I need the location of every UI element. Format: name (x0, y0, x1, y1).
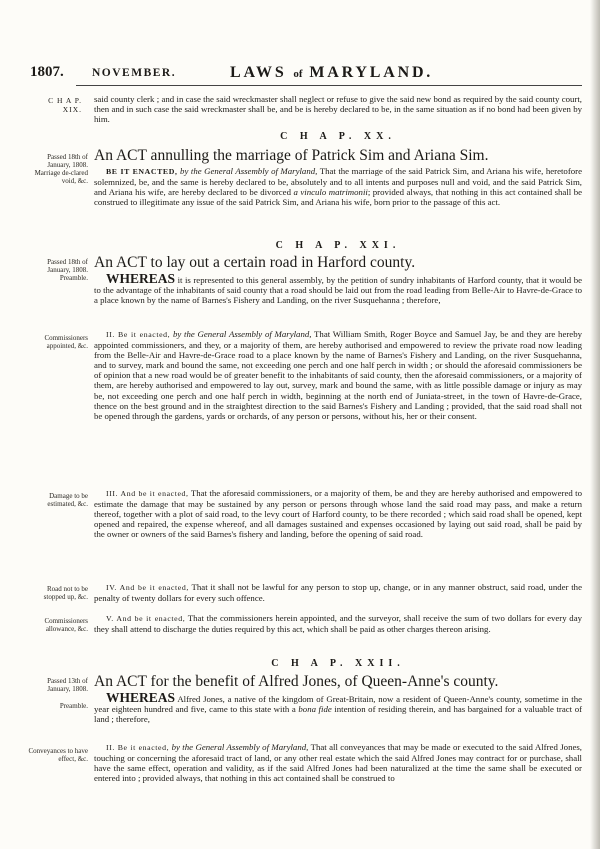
chap-xxii-bona-fide: bona fide (298, 704, 332, 715)
chap-xx-heading: C H A P. XX. (280, 131, 396, 142)
chap-xx-margin-note: Passed 18th of January, 1808. Marriage de-clared void, &c. (34, 153, 88, 185)
chap-xxii-section-note: Conveyances to have effect, &c. (28, 747, 88, 763)
section-paragraph (94, 329, 582, 421)
chap-xxii-section-paragraph (94, 742, 582, 783)
page-header (30, 64, 570, 86)
chap-xix-number: XIX. (62, 105, 82, 114)
chap-xx-paragraph (94, 166, 582, 207)
chap-xxii-preamble-text: Alfred Jones, a native of the kingdom of Great-Britain, now a resident of Queen-Anne's county, sometime in the year eighteen hundred and five, came to this state with a (94, 694, 582, 715)
section-text: That the commissioners herein appointed, and the surveyor, shall receive the sum of two dollars for every day they shall attend to discharge the duties required by this act, which shall be paid as other charges thereon arising. (94, 613, 582, 635)
chap-xix-text (94, 94, 582, 124)
chap-xx-latin: a vinculo matrimonii (293, 187, 368, 198)
section-text: That William Smith, Roger Boyce and Samuel Jay, be and they are hereby appointed commissioners, and they, or a majority of them, are hereby authorised and empowered to review the private road now leading from the Belle-Air and Havre-de-Grace road to a place known by the name of Barnes's Fishery and Landing, on the river Susquehanna, and to survey, mark and bound the same, not exceeding one perch and one half perch in width ; or should the aforesaid commissioners be of opinion that a new road would be of greater benefit to the inhabitants of said county, then the aforesaid commissioners, or a majority of them, are hereby authorised and empowered to lay out, survey, mark and bound the same, with as little possible damage or injury as may be, not exceeding one perch and one half perch in width, beginning at the north end of Juniata-street, in the town of Havre-de-Grace, thence on the best ground and in the straightest direction to the said Barnes's Fishery and Landing ; provided, that the said road shall not be opened through the gardens, yards or orchards, of any person or persons, without his, her or their consent. (94, 329, 582, 421)
section-note: Damage to be estimated, &c. (47, 492, 88, 508)
chap-xix-paragraph: said county clerk ; and in case the said wreckmaster shall neglect or refuse to give the said new bond as required by the said county court, then and in such case the said wreckmaster shall be, and be is hereby declared to be, in the same situation as if no bond had been given by him. (94, 94, 582, 125)
chap-xxi-section-5 (94, 613, 582, 634)
chap-xxi-preamble-paragraph (94, 271, 583, 306)
section-phrase: by the General Assembly of Maryland, (172, 329, 312, 339)
chap-xxi-preamble (94, 271, 583, 306)
section-lead: IV. And be it enacted, (106, 583, 189, 592)
chap-xxii-preamble-text2: intention of residing therein, and has bargained for a valuable tract of land ; therefore, (94, 704, 583, 725)
chap-xxii-preamble (94, 690, 583, 725)
chap-xxi-title: An ACT to lay out a certain road in Harford county. (94, 254, 416, 271)
chap-xx-title: An ACT annulling the marriage of Patrick Sim and Ariana Sim. (94, 147, 489, 164)
section-note: Commissioners appointed, &c. (44, 334, 88, 350)
chap-xxii-section-phrase: by the General Assembly of Maryland, (171, 742, 309, 752)
header-year: 1807. (30, 64, 64, 80)
chap-xxi-preamble-text: it is represented to this general assembly, by the petition of sundry inhabitants of Harford county, that it would be to the advantage of the inhabitants of said county that a road should be laid out from the road leading from Belle-Air to Havre-de-Grace to a place known by the name of Barnes's Fishery and Landing, on the river Susquehanna ; therefore, (94, 275, 583, 306)
section-note: Road not to be stopped up, &c. (43, 585, 88, 601)
section-paragraph (94, 488, 582, 539)
chap-xxi-section-4 (94, 582, 582, 603)
chap-xix-label (42, 96, 82, 114)
chap-xxi-section-3 (94, 488, 582, 539)
chap-xx-lead: BE IT ENACTED, (106, 167, 178, 176)
chap-xxii-title: An ACT for the benefit of Alfred Jones, of Queen-Anne's county. (94, 673, 499, 690)
header-laws: LAWS (230, 64, 287, 81)
section-text: That the aforesaid commissioners, or a majority of them, be and they are hereby authorised and empowered to estimate the damage that may be sustained by any person or persons through whose land the said road may pass, and make a return thereof, together with a plot of said road, to the levy court of Harford county, to be there recorded ; which said road shall be opened, kept opened and repaired, the expense whereof, and all damages sustained and expenses occasioned by laying out said road, shall be paid by the owner or owners of the said Barnes's fishery and landing, before the opening of said road. (94, 488, 583, 540)
chap-xxi-margin-note: Passed 18th of January, 1808. Preamble. (47, 258, 88, 282)
chap-xxii-preamble-lead: WHEREAS (106, 690, 176, 705)
section-text: That it shall not be lawful for any person to stop up, change, or in any manner obstruct, said road, under the penalty of twenty dollars for every such offence. (94, 582, 582, 604)
page-edge-shadow (590, 0, 600, 849)
header-of: of (293, 68, 303, 80)
section-lead: V. And be it enacted, (106, 614, 186, 623)
header-title (230, 64, 433, 82)
header-state: MARYLAND. (309, 64, 434, 81)
chap-xxii-section-text: That all conveyances that may be made or executed to the said Alfred Jones, touching or concerning the aforesaid tract of land, or any other real estate which the said Alfred Jones may contract for or purchase, shall have the same effect, operation and validity, as if the said Alfred Jones had been naturalized at the time the same shall be executed or entered into ; provided always, that nothing in this act contained shall be construed to (94, 742, 582, 784)
section-lead: III. And be it enacted, (106, 489, 189, 498)
chap-xix-label-text: C H A P. (48, 96, 82, 105)
header-rule (76, 85, 582, 86)
chap-xx-text: That the marriage of the said Patrick Sim, and Ariana his wife, heretofore solemnized, be, and the same is hereby declared to be, absolutely and to all intents and purposes null and void, and the said Patrick Sim, and Ariana his wife, are hereby declared to be divorced (94, 166, 582, 198)
section-paragraph (94, 613, 582, 634)
chap-xxii-section-lead: II. Be it enacted, (106, 743, 170, 752)
chap-xxi-heading: C H A P. XXI. (275, 240, 401, 251)
chap-xxii-heading: C H A P. XXII. (271, 658, 405, 669)
chap-xx-text2: ; provided always, that nothing in this act contained shall be construed to illegitimate any issue of the said Patrick Sim, and Ariana his wife, born prior to the passage of this act. (94, 187, 582, 208)
chap-xx-body (94, 166, 582, 207)
chap-xxii-margin-note: Passed 13th of January, 1808. (47, 677, 88, 693)
chap-xxi-preamble-lead: WHEREAS (106, 271, 176, 286)
section-paragraph (94, 582, 582, 603)
section-lead: II. Be it enacted, (106, 330, 171, 339)
chap-xxi-section-2 (94, 329, 582, 421)
chap-xxii-section-2 (94, 742, 582, 783)
chap-xxii-preamble-note: Preamble. (59, 702, 88, 710)
chap-xx-enact-phrase: by the General Assembly of Maryland, (180, 166, 318, 176)
chap-xxii-preamble-paragraph (94, 690, 583, 725)
header-month: NOVEMBER. (92, 67, 177, 79)
section-note: Commissioners allowance, &c. (44, 617, 88, 633)
